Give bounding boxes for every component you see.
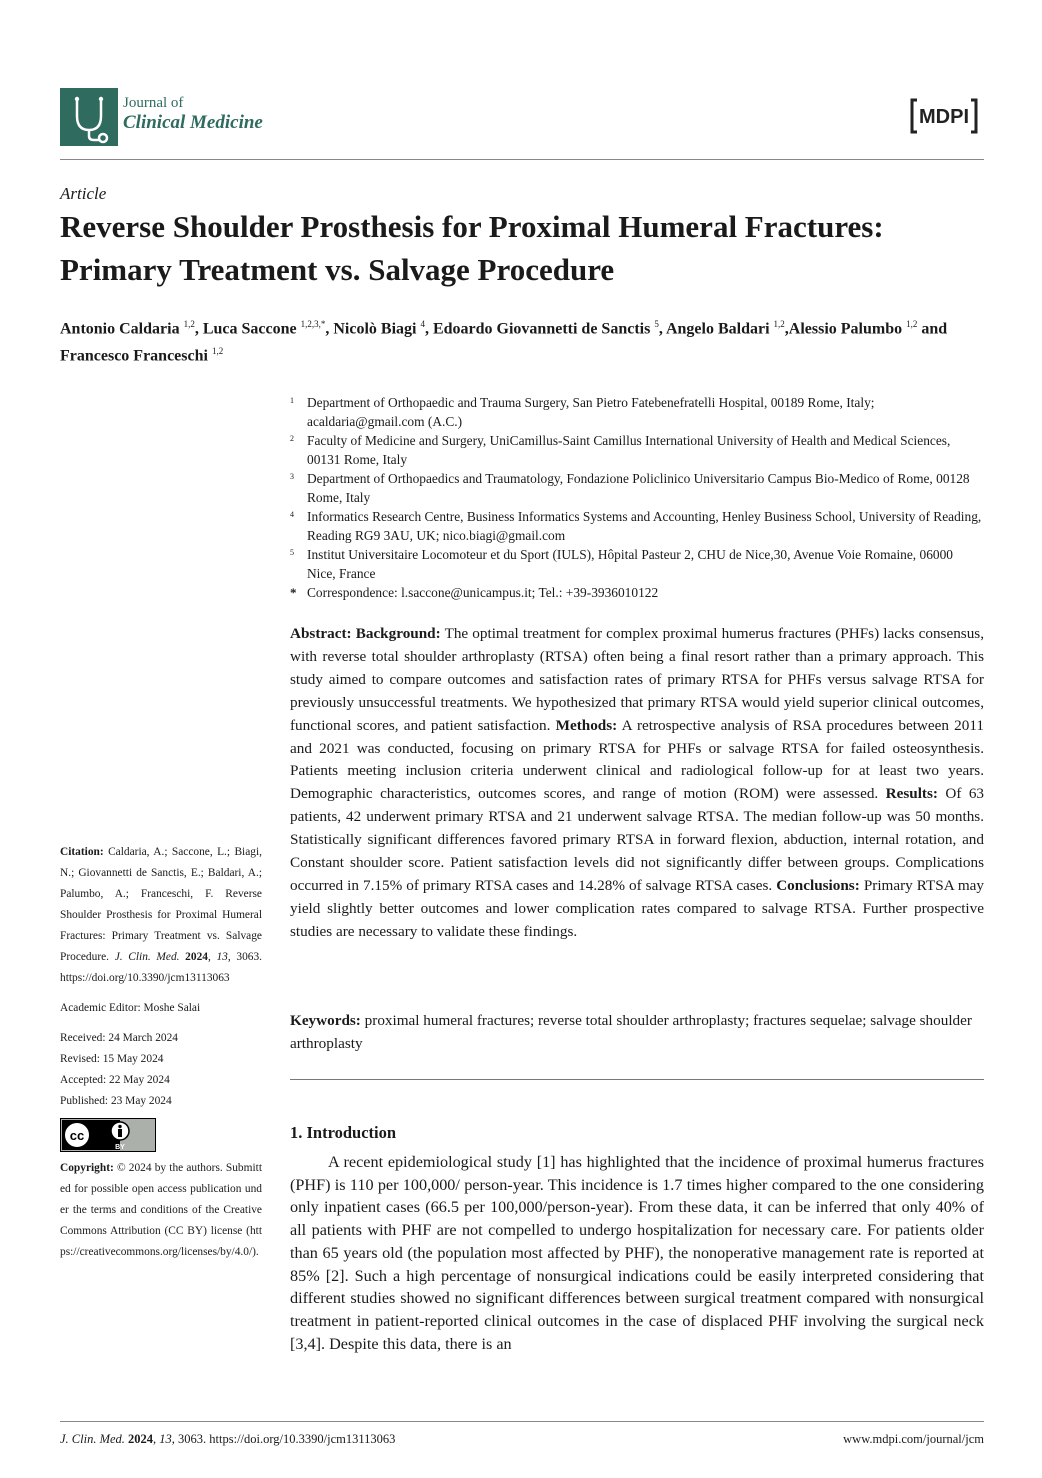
- affiliation-item: [290, 431, 984, 469]
- academic-editor: Academic Editor: Moshe Salai: [60, 1002, 201, 1014]
- publisher-name: MDPI: [919, 106, 969, 128]
- journal-logo: [60, 88, 118, 146]
- header-divider: [60, 159, 984, 160]
- published-date: Published: 23 May 2024: [60, 1095, 172, 1107]
- conclusions-label: Conclusions:: [776, 876, 860, 894]
- author-separator: ,: [424, 320, 433, 338]
- accepted-date: Accepted: 22 May 2024: [60, 1074, 170, 1086]
- copyright: [60, 1158, 262, 1263]
- author-name[interactable]: Antonio Caldaria: [60, 320, 180, 338]
- author-name[interactable]: Alessio Palumbo: [788, 320, 903, 338]
- keywords-text: proximal humeral fractures; reverse total shoulder arthroplasty; fractures sequelae; salvage shoulder arthroplasty: [290, 1012, 972, 1052]
- keywords-label: Keywords:: [290, 1012, 361, 1029]
- copyright-text: © 2024 by the authors. Submitted for possible open access publication under the terms and conditions of the Creative Commons Attribution (CC BY) license (https://creativecommons.org/licenses/by/4.0/).: [60, 1162, 262, 1258]
- footer-year: 2024: [128, 1432, 154, 1446]
- citation-text: Caldaria, A.; Saccone, L.; Biagi, N.; Giovannetti de Sanctis, E.; Baldari, A.; Palumbo, A.; Franceschi, F. Reverse Shoulder Prosthesis for Proximal Humeral Fractures: Primary Treatment vs. Salvage Procedure.: [60, 846, 262, 963]
- author-separator: ,: [658, 320, 666, 338]
- author-affiliation-marks: 1,2: [773, 319, 785, 329]
- abstract: [290, 623, 984, 944]
- footer-volume: 13: [159, 1432, 172, 1446]
- author-affiliation-marks: 1,2: [211, 346, 224, 357]
- author-affiliation-marks: 1,2: [906, 319, 918, 329]
- affiliation-item: [290, 507, 984, 545]
- keywords: [290, 1010, 984, 1056]
- affiliation-item: [290, 469, 984, 507]
- copyright-label: Copyright:: [60, 1162, 114, 1174]
- article-type: Article: [60, 184, 107, 203]
- author-list: [60, 313, 984, 368]
- author-affiliation-marks: 4: [420, 319, 425, 329]
- footer-journal-url[interactable]: www.mdpi.com/journal/jcm: [843, 1432, 984, 1446]
- abstract-label: Abstract:: [290, 625, 352, 642]
- citation-volume: 13: [216, 951, 228, 963]
- publisher-logo: [908, 96, 980, 136]
- author-separator: and: [917, 320, 948, 338]
- journal-name-line1: Journal of: [123, 95, 184, 111]
- methods-label: Methods:: [555, 716, 618, 734]
- revised-date: Revised: 15 May 2024: [60, 1053, 164, 1065]
- citation-year: 2024: [185, 951, 208, 963]
- affiliation-marker: 3: [290, 472, 294, 481]
- affiliation-item: [290, 583, 984, 602]
- author-affiliation-marks: 5: [654, 319, 659, 329]
- affiliation-text: Department of Orthopaedics and Traumatology, Fondazione Policlinico Universitario Campus Bio-Medico of Rome, 00128 Rome, Italy: [307, 471, 970, 505]
- cc-by-license-badge[interactable]: [60, 1118, 156, 1152]
- sidebar: [60, 842, 262, 1263]
- citation-journal: J. Clin. Med.: [114, 951, 180, 963]
- footer-citation: J. Clin. Med. 2024, 13, 3063. https://doi.org/10.3390/jcm13113063: [60, 1432, 396, 1446]
- author-affiliation-marks: 1,2,3,*: [300, 319, 326, 329]
- author-affiliation-marks: 1,2: [183, 319, 195, 329]
- author-separator: ,: [784, 320, 789, 338]
- footer-doi[interactable]: , 3063. https://doi.org/10.3390/jcm13113063: [171, 1432, 396, 1446]
- mdpi-logo-icon: [908, 96, 980, 136]
- dates: [60, 1028, 262, 1112]
- section-heading: 1. Introduction: [290, 1123, 397, 1142]
- affiliation-marker: 1: [290, 396, 294, 405]
- background-label: Background:: [355, 625, 441, 642]
- results-text: Of 63 patients, 42 underwent primary RTSA and 21 underwent salvage RTSA. The median follow-up was 50 months. Statistically significant differences favored primary RTSA in forward flexion, abduction, internal rotation, and Constant shoulder score. Patient satisfaction levels did not significantly differ between groups. Complications occurred in 7.15% of primary RTSA cases and 14.28% of salvage RTSA cases.: [290, 785, 985, 894]
- affiliation-text: Faculty of Medicine and Surgery, UniCamillus-Saint Camillus International University of Health and Medical Sciences, 00131 Rome, Italy: [307, 433, 951, 467]
- by-label: BY: [115, 1144, 125, 1151]
- footer-divider: [60, 1421, 984, 1422]
- affiliation-text: Department of Orthopaedic and Trauma Surgery, San Pietro Fatebenefratelli Hospital, 00189 Rome, Italy; acaldaria@gmail.com (A.C.): [307, 395, 875, 429]
- introduction-paragraph: A recent epidemiological study [1] has highlighted that the incidence of proximal humerus fractures (PHF) is 110 per 100,000/ person-year. This incidence is 1.7 times higher compared to the one considering only inpatient cases (66.5 per 100,000/person-year). From these data, it can be inferred that only 40% of all patients with PHF are not compelled to undergo hospitalization for necessary care. For patients older than 65 years old (the population most affected by PHF), the nonoperative management rate is reported at 85% [2]. Such a high percentage of nonsurgical indications could be easily interpreted considering that different studies showed no significant differences between surgical treatment compared with nonsurgical treatment in patient-reported clinical outcomes in the case of displaced PHF involving the surgical neck [3,4]. Despite this data, there is an: [290, 1153, 984, 1353]
- methods-text: A retrospective analysis of RSA procedures between 2011 and 2021 was conducted, focusing on primary RTSA for PHFs or salvage RTSA for failed osteosynthesis. Patients meeting inclusion criteria underwent clinical and radiological follow-up for at least two years. Demographic characteristics, outcomes scores, and range of motion (ROM) were assessed.: [290, 716, 984, 803]
- background-text: The optimal treatment for complex proximal humerus fractures (PHFs) lacks consensus, with reverse total shoulder arthroplasty (RTSA) often being a final resort rather than a primary approach. This study aimed to compare outcomes and satisfaction rates of primary RTSA for PHFs versus salvage RTSA for previously unsuccessful treatments. We hypothesized that primary RTSA would yield superior clinical outcomes, functional scores, and patient satisfaction.: [290, 625, 984, 734]
- author-name[interactable]: Angelo Baldari: [665, 320, 770, 338]
- journal-name: [123, 95, 263, 134]
- citation-doi[interactable]: , 3063. https://doi.org/10.3390/jcm13113063: [60, 951, 262, 984]
- author-name[interactable]: Luca Saccone: [202, 320, 297, 338]
- stethoscope-icon: [60, 88, 118, 146]
- citation-label: Citation:: [60, 846, 104, 858]
- author-separator: ,: [194, 320, 203, 338]
- article-title: Reverse Shoulder Prosthesis for Proximal Humeral Fractures: Primary Treatment vs. Salvage Procedure: [60, 209, 884, 287]
- received-date: Received: 24 March 2024: [60, 1032, 178, 1044]
- journal-name-line2: Clinical Medicine: [123, 112, 263, 134]
- author-name[interactable]: Francesco Franceschi: [60, 347, 208, 365]
- affiliation-marker: *: [290, 585, 297, 600]
- affiliation-item: [290, 393, 984, 431]
- affiliations: [290, 393, 984, 602]
- citation: Citation: Caldaria, A.; Saccone, L.; Biagi, N.; Giovannetti de Sanctis, E.; Baldari, A.; Palumbo, A.; Franceschi, F. Reverse Shoulder Prosthesis for Proximal Humeral Fractures: Primary Treatment vs. Salvage Procedure. J. Clin. Med. 2024, 13, 3063. https://doi.org/10.3390/jcm13113063: [60, 846, 262, 984]
- conclusions-text: Primary RTSA may yield slightly better outcomes and lower complication rates compared to salvage RTSA. Further prospective studies are necessary to validate these findings.: [290, 876, 985, 940]
- results-label: Results:: [885, 785, 938, 803]
- author-name[interactable]: Nicolò Biagi: [333, 320, 417, 338]
- affiliation-marker: 2: [290, 434, 294, 443]
- affiliation-text: Institut Universitaire Locomoteur et du Sport (IULS), Hôpital Pasteur 2, CHU de Nice,30, Avenue Voie Romaine, 06000 Nice, France: [307, 547, 953, 581]
- author-separator: ,: [325, 320, 334, 338]
- author-name[interactable]: Edoardo Giovannetti de Sanctis: [432, 320, 651, 338]
- affiliation-text: Correspondence: l.saccone@unicampus.it; Tel.: +39-3936010122: [307, 585, 659, 600]
- affiliation-marker: 4: [290, 510, 294, 519]
- footer-journal: J. Clin. Med.: [60, 1432, 125, 1446]
- abstract-divider: [290, 1079, 984, 1080]
- affiliation-marker: 5: [290, 548, 294, 557]
- affiliation-text: Informatics Research Centre, Business Informatics Systems and Accounting, Henley Business School, University of Reading, Reading RG9 3AU, UK; nico.biagi@gmail.com: [307, 509, 982, 543]
- creative-commons-icon: [60, 1118, 156, 1152]
- affiliation-item: [290, 545, 984, 583]
- cc-label: cc: [69, 1128, 85, 1143]
